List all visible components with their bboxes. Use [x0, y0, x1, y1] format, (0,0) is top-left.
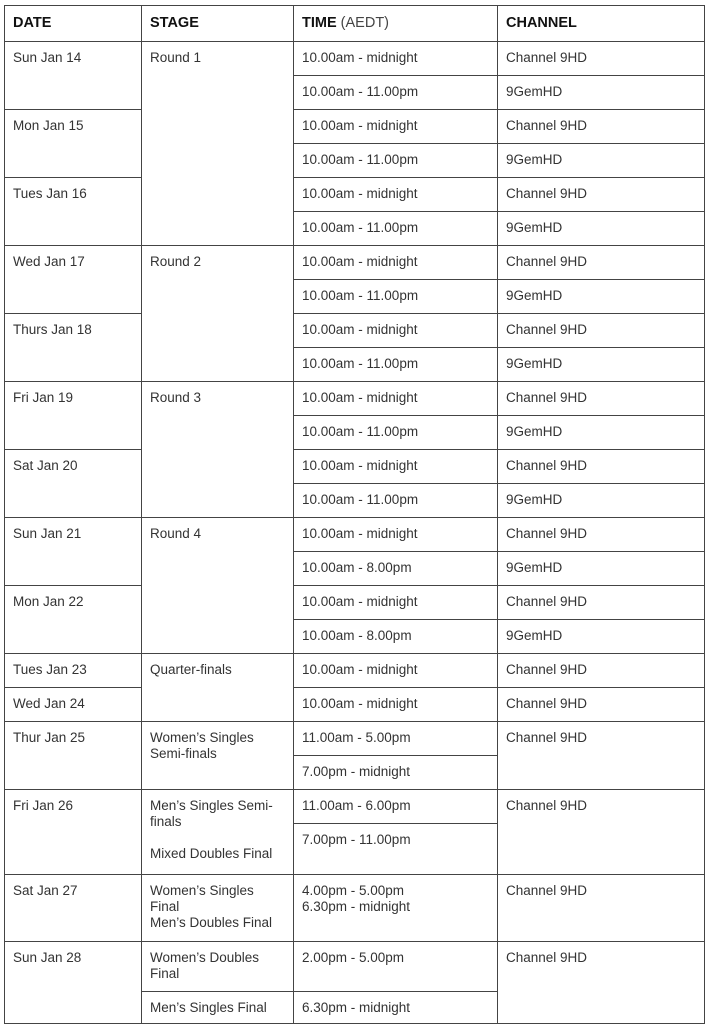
channel-cell: Channel 9HD [498, 875, 705, 942]
date-cell: Fri Jan 26 [5, 790, 142, 875]
time-cell: 10.00am - midnight [294, 178, 498, 212]
table-row [5, 654, 705, 688]
date-cell: Thurs Jan 18 [5, 314, 142, 382]
time-cell: 10.00am - midnight [294, 586, 498, 620]
header-time [294, 6, 498, 42]
time-cell: 10.00am - 11.00pm [294, 484, 498, 518]
table-row [5, 382, 705, 416]
date-cell: Mon Jan 22 [5, 586, 142, 654]
channel-cell: 9GemHD [498, 280, 705, 314]
date-cell: Sat Jan 27 [5, 875, 142, 942]
time-cell: 10.00am - 11.00pm [294, 212, 498, 246]
stage-cell: Round 2 [142, 246, 294, 382]
time-cell: 7.00pm - midnight [294, 756, 498, 790]
channel-cell: Channel 9HD [498, 314, 705, 348]
time-cell: 2.00pm - 5.00pm [294, 942, 498, 992]
date-cell: Sun Jan 21 [5, 518, 142, 586]
header-channel: CHANNEL [498, 6, 705, 42]
channel-cell: Channel 9HD [498, 688, 705, 722]
stage-cell: Quarter-finals [142, 654, 294, 722]
channel-cell: 9GemHD [498, 416, 705, 450]
broadcast-schedule-table [4, 5, 705, 1024]
channel-cell: Channel 9HD [498, 450, 705, 484]
channel-cell: 9GemHD [498, 552, 705, 586]
channel-cell: Channel 9HD [498, 110, 705, 144]
channel-cell: Channel 9HD [498, 942, 705, 1024]
time-cell: 10.00am - midnight [294, 654, 498, 688]
date-cell: Mon Jan 15 [5, 110, 142, 178]
stage-cell: Round 3 [142, 382, 294, 518]
time-cell: 10.00am - midnight [294, 382, 498, 416]
date-cell: Thur Jan 25 [5, 722, 142, 790]
date-cell: Sun Jan 14 [5, 42, 142, 110]
table-row [5, 42, 705, 76]
time-cell: 10.00am - 11.00pm [294, 416, 498, 450]
channel-cell: Channel 9HD [498, 42, 705, 76]
date-cell: Tues Jan 16 [5, 178, 142, 246]
time-cell: 10.00am - midnight [294, 42, 498, 76]
channel-cell: Channel 9HD [498, 790, 705, 875]
time-cell: 10.00am - midnight [294, 688, 498, 722]
stage-cell: Women’s Singles Semi-finals [142, 722, 294, 790]
table-row [5, 688, 705, 722]
date-cell: Wed Jan 17 [5, 246, 142, 314]
stage-line: Mixed Doubles Final [150, 846, 273, 861]
table-row [5, 450, 705, 484]
time-cell: 10.00am - 11.00pm [294, 144, 498, 178]
stage-cell [142, 875, 294, 942]
channel-cell: Channel 9HD [498, 518, 705, 552]
channel-cell: 9GemHD [498, 76, 705, 110]
time-cell: 10.00am - 11.00pm [294, 348, 498, 382]
table-row [5, 875, 705, 942]
table-row [5, 790, 705, 824]
table-row [5, 246, 705, 280]
header-time-label: TIME [302, 15, 337, 31]
table-row [5, 942, 705, 992]
date-cell: Tues Jan 23 [5, 654, 142, 688]
stage-line: Men’s Doubles Final [150, 915, 273, 930]
time-cell: 10.00am - 8.00pm [294, 552, 498, 586]
channel-cell: 9GemHD [498, 484, 705, 518]
stage-cell: Women’s Doubles Final [142, 942, 294, 992]
date-cell: Sat Jan 20 [5, 450, 142, 518]
channel-cell: 9GemHD [498, 620, 705, 654]
time-cell: 10.00am - midnight [294, 110, 498, 144]
channel-cell: Channel 9HD [498, 178, 705, 212]
stage-line: Men’s Singles Semi-finals [150, 798, 273, 829]
stage-cell: Men’s Singles Final [142, 992, 294, 1024]
table-row [5, 110, 705, 144]
time-cell: 10.00am - 11.00pm [294, 76, 498, 110]
time-cell: 10.00am - midnight [294, 246, 498, 280]
header-stage: STAGE [142, 6, 294, 42]
date-cell: Fri Jan 19 [5, 382, 142, 450]
table-row [5, 518, 705, 552]
header-date: DATE [5, 6, 142, 42]
time-cell: 10.00am - 11.00pm [294, 280, 498, 314]
channel-cell: Channel 9HD [498, 722, 705, 790]
time-cell: 10.00am - 8.00pm [294, 620, 498, 654]
time-line: 4.00pm - 5.00pm [302, 883, 405, 898]
time-cell: 10.00am - midnight [294, 314, 498, 348]
time-cell: 11.00am - 6.00pm [294, 790, 498, 824]
channel-cell: 9GemHD [498, 212, 705, 246]
channel-cell: Channel 9HD [498, 586, 705, 620]
channel-cell: 9GemHD [498, 348, 705, 382]
table-row [5, 586, 705, 620]
table-row [5, 314, 705, 348]
stage-cell: Round 1 [142, 42, 294, 246]
stage-cell: Round 4 [142, 518, 294, 654]
date-cell: Wed Jan 24 [5, 688, 142, 722]
time-cell: 10.00am - midnight [294, 450, 498, 484]
table-row [5, 178, 705, 212]
channel-cell: Channel 9HD [498, 654, 705, 688]
channel-cell: Channel 9HD [498, 246, 705, 280]
time-cell: 6.30pm - midnight [294, 992, 498, 1024]
channel-cell: 9GemHD [498, 144, 705, 178]
channel-cell: Channel 9HD [498, 382, 705, 416]
time-line: 6.30pm - midnight [302, 899, 411, 914]
time-cell: 11.00am - 5.00pm [294, 722, 498, 756]
table-row [5, 722, 705, 756]
header-time-timezone: (AEDT) [340, 15, 390, 31]
spacer [150, 830, 285, 846]
date-cell: Sun Jan 28 [5, 942, 142, 1024]
stage-line: Women’s Singles Final [150, 883, 254, 914]
header-row [5, 6, 705, 42]
time-cell [294, 875, 498, 942]
stage-cell [142, 790, 294, 875]
time-cell: 7.00pm - 11.00pm [294, 824, 498, 875]
time-cell: 10.00am - midnight [294, 518, 498, 552]
